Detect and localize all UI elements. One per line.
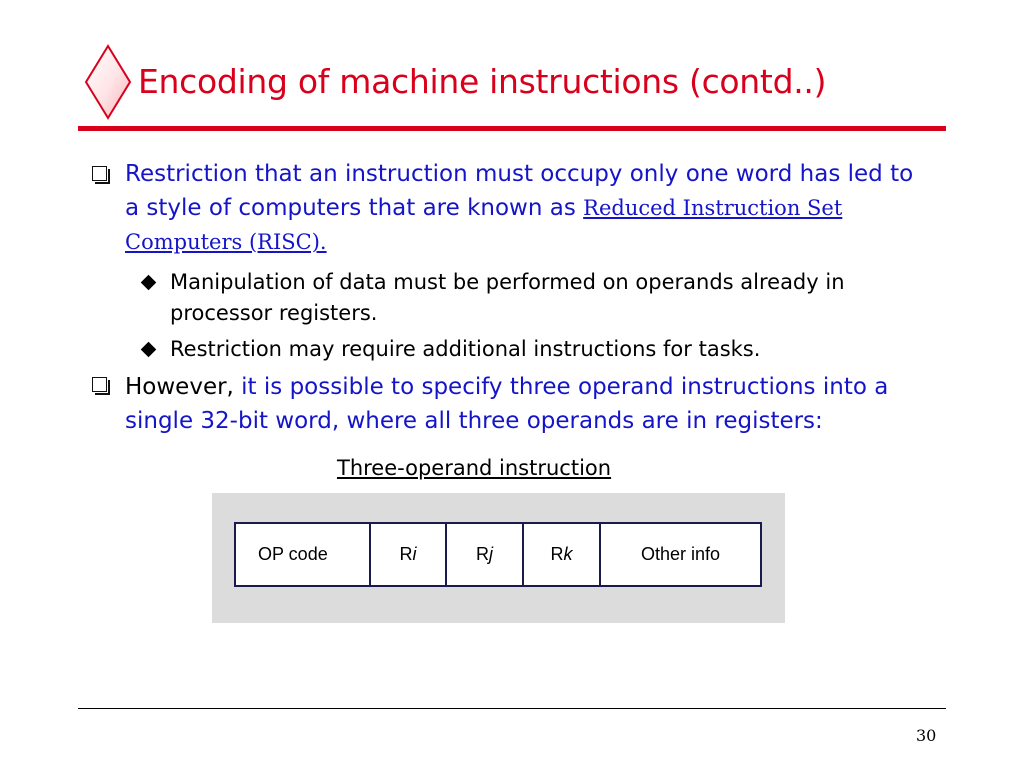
diagram-caption: Three-operand instruction [337,456,612,480]
title-divider [78,126,946,131]
field-rk-subscript: k [563,544,573,564]
diamond-icon [84,44,132,120]
instruction-format-diagram [234,522,762,587]
risc-link[interactable]: Reduced Instruction Set Computers (RISC). [125,196,843,254]
bullet-three-operand-text: it is possible to specify three operand instructions into a single 32-bit word, where all three operands are in registers: [125,374,889,434]
field-rj [445,524,522,585]
field-rj-label: R [476,544,489,564]
square-bullet-icon [92,166,107,181]
field-rk [522,524,599,585]
field-ri-subscript: i [412,544,417,564]
diamond-bullet-icon [141,275,157,291]
field-ri-label: R [399,544,413,564]
bullet-however-prefix: However, [125,374,242,400]
page-number: 30 [916,726,937,745]
field-opcode-label: OP code [258,544,328,564]
bullet-three-operand [125,370,945,438]
sub-bullet-manipulation: Manipulation of data must be performed on operands already in processor registers. [170,270,845,325]
field-rj-subscript: j [489,544,493,564]
field-other-info-label: Other info [640,544,721,564]
bullet-risc-text: Restriction that an instruction must occupy only one word has led to a style of computers that are known as [125,161,914,221]
footer-divider [78,708,946,709]
bullet-risc [125,157,915,259]
field-other-info [599,524,760,585]
sub-bullet-restriction: Restriction may require additional instructions for tasks. [170,337,761,361]
diamond-bullet-icon [141,342,157,358]
field-opcode [236,524,369,585]
field-ri [369,524,445,585]
slide-title: Encoding of machine instructions (contd..) [138,62,827,101]
field-rk-label: R [550,544,564,564]
square-bullet-icon [92,377,107,392]
